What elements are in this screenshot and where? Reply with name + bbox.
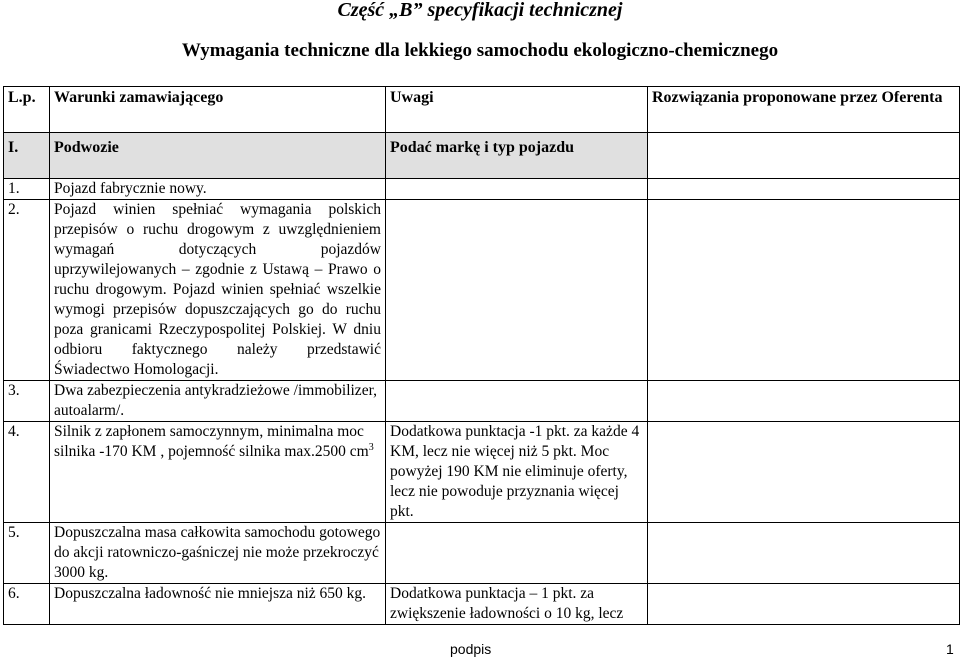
row-remarks bbox=[386, 523, 648, 584]
section-note: Podać markę i typ pojazdu bbox=[386, 133, 648, 179]
column-header-proposed: Rozwiązania proponowane przez Oferenta bbox=[648, 87, 960, 133]
section-name: Podwozie bbox=[50, 133, 386, 179]
table-row bbox=[4, 422, 960, 523]
requirements-table bbox=[3, 86, 960, 625]
row-condition bbox=[50, 422, 386, 523]
row-condition: Dopuszczalna ładowność nie mniejsza niż 650 kg. bbox=[50, 584, 386, 625]
row-remarks: Dodatkowa punktacja -1 pkt. za każde 4 KM, lecz nie więcej niż 5 pkt. Moc powyżej 190 KM nie eliminuje oferty, lecz nie powoduje przyznania więcej pkt. bbox=[386, 422, 648, 523]
row-proposed-cell bbox=[648, 179, 960, 200]
column-header-conditions: Warunki zamawiającego bbox=[50, 87, 386, 133]
table-header-row bbox=[4, 87, 960, 133]
table-row bbox=[4, 381, 960, 422]
row-number: 5. bbox=[4, 523, 50, 584]
table-row bbox=[4, 200, 960, 381]
row-condition: Pojazd fabrycznie nowy. bbox=[50, 179, 386, 200]
section-number: I. bbox=[4, 133, 50, 179]
row-proposed-cell bbox=[648, 381, 960, 422]
row-remarks bbox=[386, 179, 648, 200]
row-condition: Pojazd winien spełniać wymagania polskich przepisów o ruchu drogowym z uwzględnieniem wymagań dotyczących pojazdów uprzywilejowanych – zgodnie z Ustawą – Prawo o ruchu drogowym. Pojazd winien spełniać wszelkie wymogi przepisów dopuszczających go do ruchu poza granicami Rzeczypospolitej Polskiej. W dniu odbioru faktycznego należy przedstawić Świadectwo Homologacji. bbox=[50, 200, 386, 381]
row-condition: Dopuszczalna masa całkowita samochodu gotowego do akcji ratowniczo-gaśniczej nie może przekroczyć 3000 kg. bbox=[50, 523, 386, 584]
section-row bbox=[4, 133, 960, 179]
section-proposed-cell bbox=[648, 133, 960, 179]
row-remarks bbox=[386, 381, 648, 422]
column-header-lp: L.p. bbox=[4, 87, 50, 133]
table-row bbox=[4, 584, 960, 625]
row-remarks: Dodatkowa punktacja – 1 pkt. za zwiększenie ładowności o 10 kg, lecz bbox=[386, 584, 648, 625]
part-title: Część „B” specyfikacji technicznej bbox=[337, 0, 623, 21]
row-remarks bbox=[386, 200, 648, 381]
row-number: 1. bbox=[4, 179, 50, 200]
column-header-remarks: Uwagi bbox=[386, 87, 648, 133]
row-number: 4. bbox=[4, 422, 50, 523]
row-proposed-cell bbox=[648, 200, 960, 381]
row-number: 2. bbox=[4, 200, 50, 381]
row-number: 6. bbox=[4, 584, 50, 625]
document-title: Wymagania techniczne dla lekkiego samochodu ekologiczno-chemicznego bbox=[181, 40, 779, 61]
row-proposed-cell bbox=[648, 584, 960, 625]
row-proposed-cell bbox=[648, 422, 960, 523]
table-row bbox=[4, 523, 960, 584]
row-number: 3. bbox=[4, 381, 50, 422]
page-number: 1 bbox=[946, 641, 954, 657]
row-proposed-cell bbox=[648, 523, 960, 584]
table-row bbox=[4, 179, 960, 200]
condition-text: Silnik z zapłonem samoczynnym, minimalna moc silnika -170 KM , pojemność silnika max.2500 cm bbox=[54, 423, 369, 460]
row-condition: Dwa zabezpieczenia antykradzieżowe /immobilizer, autoalarm/. bbox=[50, 381, 386, 422]
unit-superscript: 3 bbox=[368, 441, 374, 453]
signature-label: podpis bbox=[450, 641, 492, 657]
